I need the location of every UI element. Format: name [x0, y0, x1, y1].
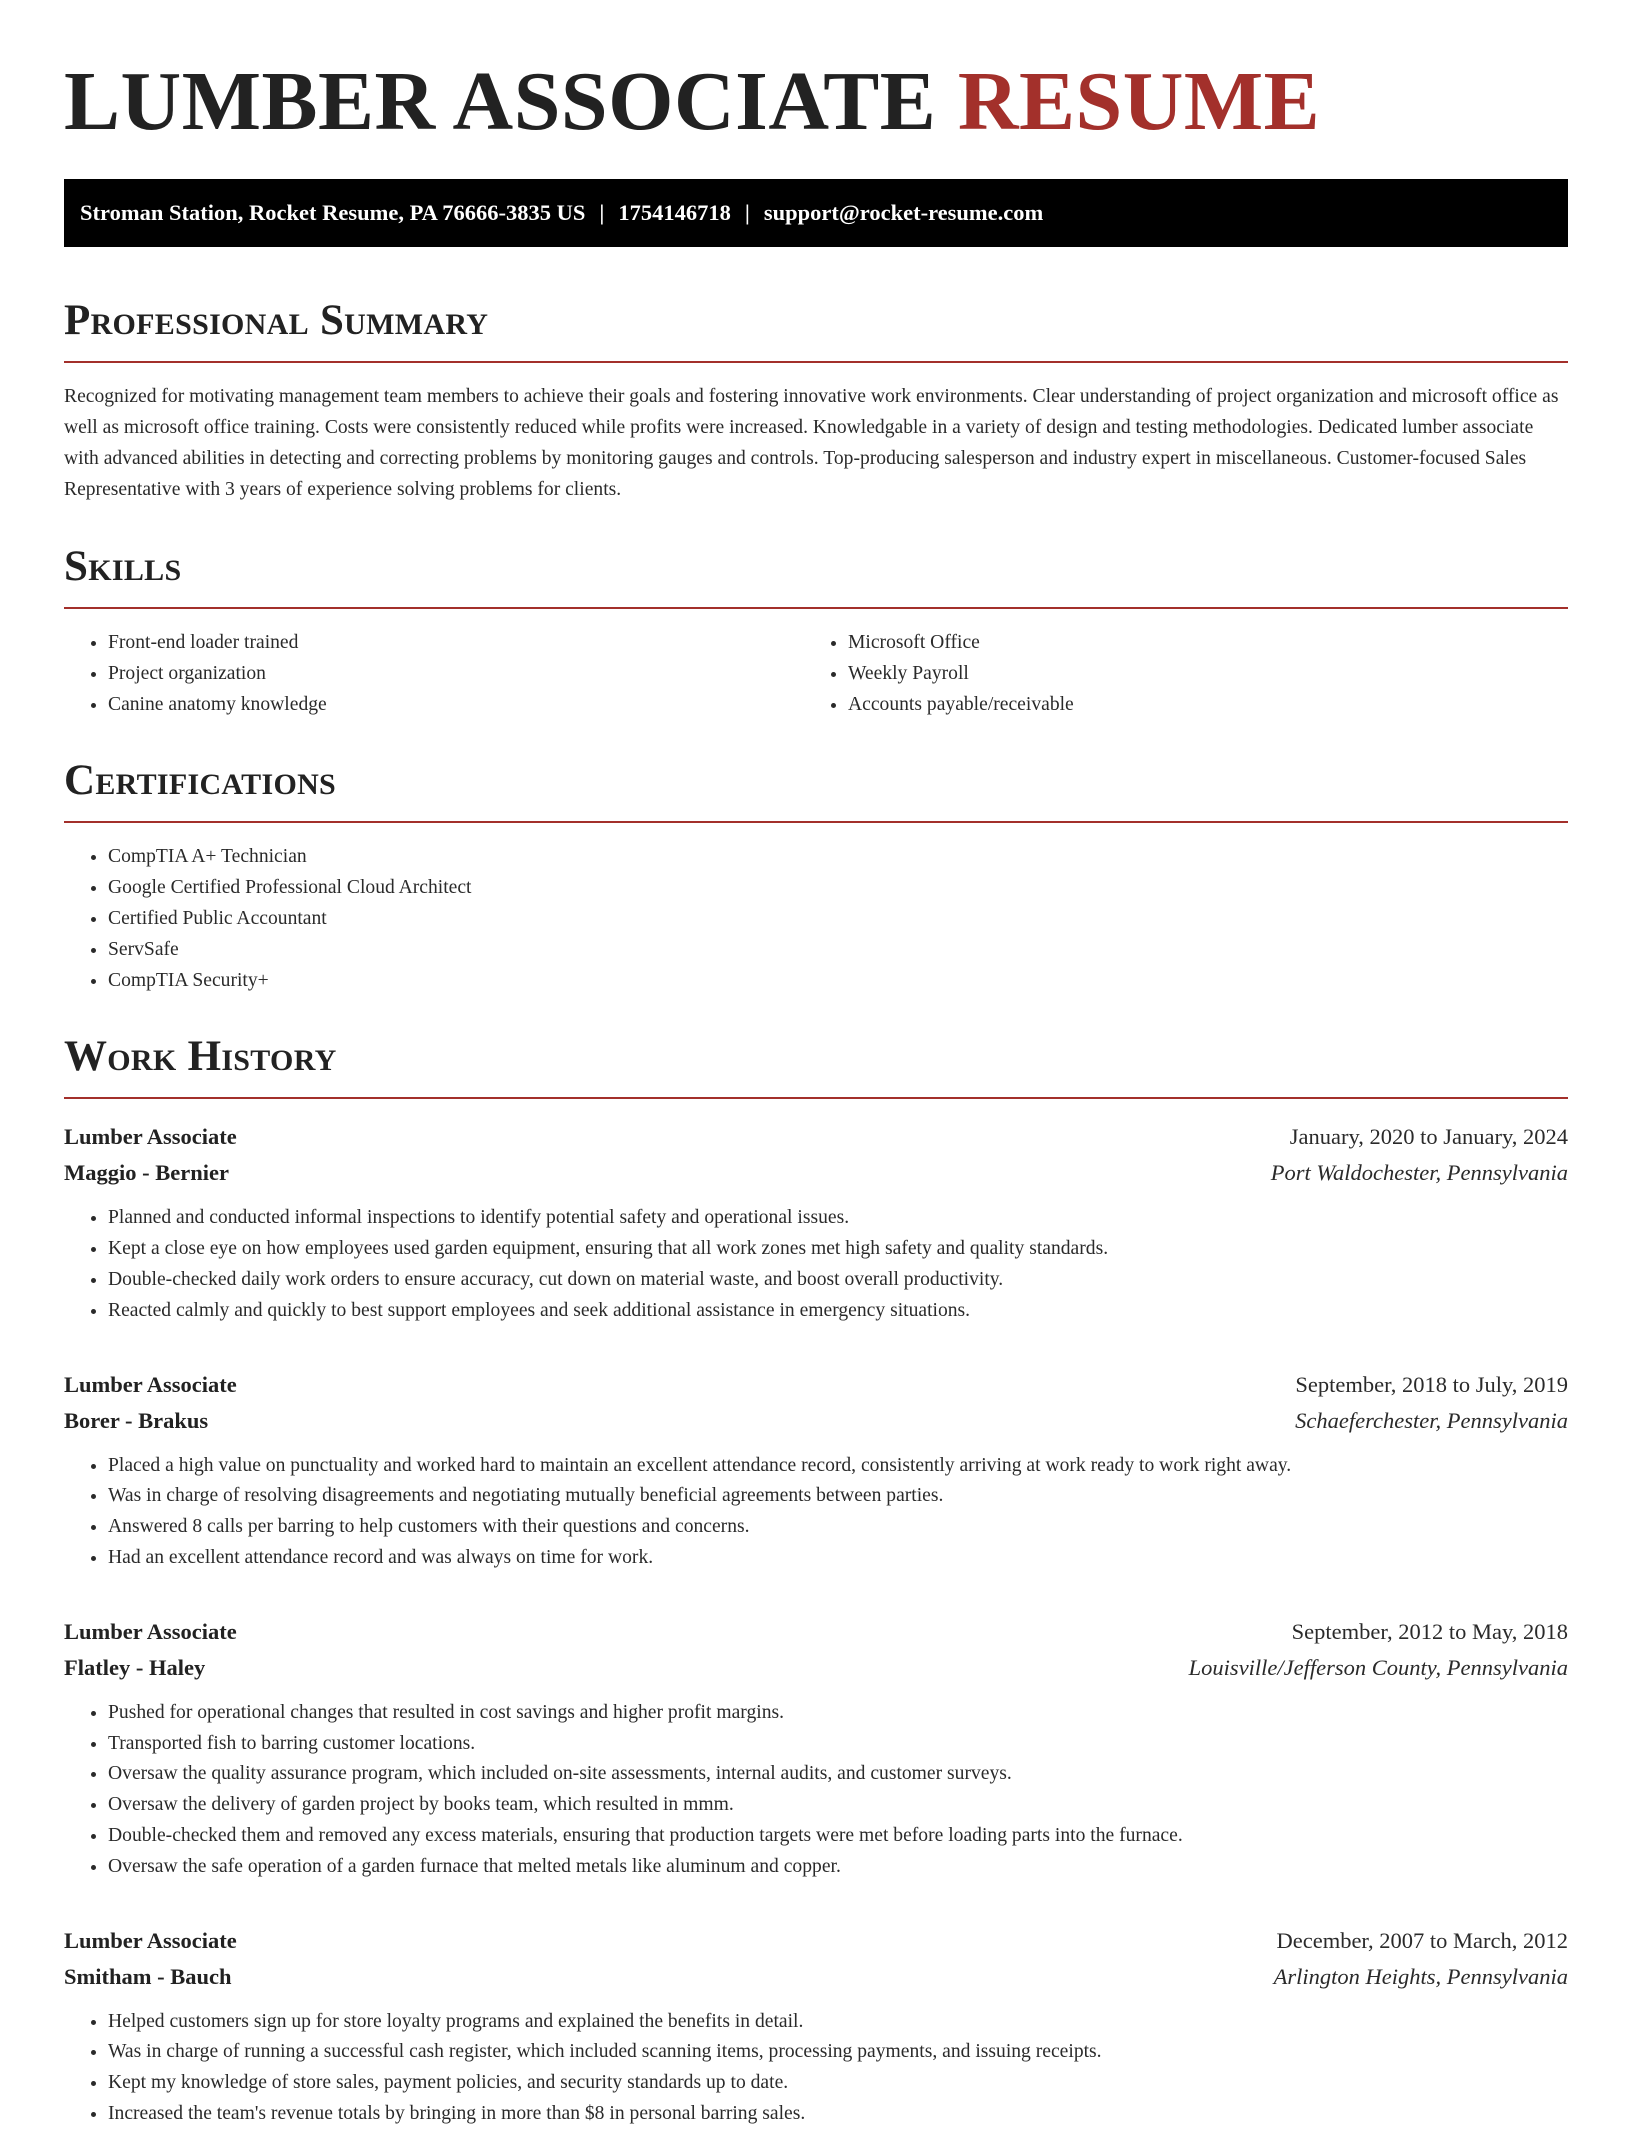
- contact-phone: 1754146718: [618, 200, 731, 225]
- contact-separator: |: [599, 200, 605, 225]
- job-duty: • Increased the team's revenue totals by bringing in more than $8 in personal barring sales.: [108, 2099, 1568, 2130]
- job-duties-list: [64, 1698, 1568, 1883]
- contact-bar: [64, 179, 1568, 247]
- job-location: Arlington Heights, Pennsylvania: [1273, 1963, 1568, 1989]
- certification-item: • ServSafe: [108, 935, 1568, 966]
- skill-item: • Front-end loader trained: [108, 628, 760, 659]
- job-header-row: [64, 1367, 1568, 1403]
- certifications-section: [64, 754, 1568, 996]
- job-company-row: [64, 1959, 1568, 1995]
- job-duty: • Double-checked them and removed any excess materials, ensuring that production targets were met before loading parts into the furnace.: [108, 1821, 1568, 1852]
- job-duty: • Reacted calmly and quickly to best support employees and seek additional assistance in emergency situations.: [108, 1296, 1568, 1327]
- job-duty: • Kept a close eye on how employees used garden equipment, ensuring that all work zones met high safety and quality standards.: [108, 1234, 1568, 1265]
- job-location: Louisville/Jefferson County, Pennsylvania: [1188, 1654, 1568, 1680]
- job-duty: • Transported fish to barring customer locations.: [108, 1729, 1568, 1760]
- job-dates: September, 2012 to May, 2018: [1291, 1618, 1568, 1644]
- skill-item: • Accounts payable/receivable: [848, 690, 1460, 721]
- skill-item: • Weekly Payroll: [848, 659, 1460, 690]
- job-dates: January, 2020 to January, 2024: [1289, 1124, 1568, 1150]
- contact-separator: |: [744, 200, 750, 225]
- job-entry: [64, 1119, 1568, 1326]
- job-duty: • Was in charge of resolving disagreements and negotiating mutually beneficial agreements between parties.: [108, 1481, 1568, 1512]
- job-duty: • Double-checked daily work orders to ensure accuracy, cut down on material waste, and boost overall productivity.: [108, 1265, 1568, 1296]
- job-company-row: [64, 1403, 1568, 1439]
- section-divider: [64, 1097, 1568, 1099]
- work-history-heading: Work History: [64, 1033, 337, 1081]
- skills-grid: [64, 628, 1568, 720]
- job-dates: September, 2018 to July, 2019: [1295, 1371, 1568, 1397]
- job-company: Flatley - Haley: [64, 1654, 206, 1680]
- job-duties-list: [64, 2007, 1568, 2130]
- job-entry: [64, 1614, 1568, 1883]
- certification-item: • Google Certified Professional Cloud Architect: [108, 873, 1568, 904]
- job-title: Lumber Associate: [64, 1124, 237, 1150]
- job-duty: • Helped customers sign up for store loyalty programs and explained the benefits in detail.: [108, 2007, 1568, 2038]
- job-title: Lumber Associate: [64, 1618, 237, 1644]
- summary-section: [64, 294, 1568, 505]
- job-company: Smitham - Bauch: [64, 1963, 232, 1989]
- job-duty: • Oversaw the safe operation of a garden furnace that melted metals like aluminum and copper.: [108, 1852, 1568, 1883]
- job-entry: [64, 1367, 1568, 1574]
- section-divider: [64, 361, 1568, 363]
- job-duty: • Had an excellent attendance record and was always on time for work.: [108, 1543, 1568, 1574]
- skills-heading: Skills: [64, 543, 182, 590]
- summary-text: Recognized for motivating management team members to achieve their goals and fostering innovative work environments. Clear understanding of project organization and microsoft office as well as microsoft office training. Costs were consistently reduced while profits were increased. Knowledgable in a variety of design and testing methodologies. Dedicated lumber associate with advanced abilities in detecting and correcting problems by monitoring gauges and controls. Top-producing salesperson and industry expert in miscellaneous. Customer-focused Sales Representative with 3 years of experience solving problems for clients.: [64, 386, 1559, 500]
- job-duty: • Oversaw the quality assurance program, which included on-site assessments, internal audits, and customer surveys.: [108, 1759, 1568, 1790]
- section-divider: [64, 607, 1568, 609]
- job-duty: • Planned and conducted informal inspections to identify potential safety and operational issues.: [108, 1203, 1568, 1234]
- job-duty: • Pushed for operational changes that resulted in cost savings and higher profit margins.: [108, 1698, 1568, 1729]
- job-duty: • Oversaw the delivery of garden project by books team, which resulted in mmm.: [108, 1790, 1568, 1821]
- job-title: Lumber Associate: [64, 1371, 237, 1397]
- certifications-list: [64, 842, 1568, 996]
- title-main: LUMBER ASSOCIATE: [64, 55, 937, 148]
- job-title: Lumber Associate: [64, 1927, 237, 1953]
- job-duties-list: [64, 1451, 1568, 1574]
- skill-item: • Canine anatomy knowledge: [108, 690, 760, 721]
- skill-item: • Microsoft Office: [848, 628, 1460, 659]
- job-company: Maggio - Bernier: [64, 1160, 229, 1186]
- contact-email: support@rocket-resume.com: [763, 200, 1044, 225]
- summary-heading: Professional Summary: [64, 297, 489, 344]
- job-entry: [64, 1923, 1568, 2130]
- resume-title: [64, 52, 1568, 152]
- skills-list-right: [804, 628, 1460, 720]
- skills-list-left: [64, 628, 760, 720]
- job-location: Schaeferchester, Pennsylvania: [1295, 1407, 1568, 1433]
- work-history-section: [64, 1030, 1568, 2129]
- job-location: Port Waldochester, Pennsylvania: [1270, 1160, 1568, 1186]
- skill-item: • Project organization: [108, 659, 760, 690]
- title-accent: RESUME: [957, 55, 1321, 148]
- job-company-row: [64, 1155, 1568, 1191]
- job-duty: • Placed a high value on punctuality and worked hard to maintain an excellent attendance record, consistently arriving at work ready to work right away.: [108, 1451, 1568, 1482]
- certification-item: • CompTIA Security+: [108, 966, 1568, 997]
- contact-address: Stroman Station, Rocket Resume, PA 76666-3835 US: [80, 200, 586, 225]
- job-duty: • Answered 8 calls per barring to help customers with their questions and concerns.: [108, 1512, 1568, 1543]
- job-header-row: [64, 1119, 1568, 1155]
- job-duty: • Kept my knowledge of store sales, payment policies, and security standards up to date.: [108, 2068, 1568, 2099]
- skills-section: [64, 540, 1568, 720]
- certification-item: • Certified Public Accountant: [108, 904, 1568, 935]
- section-divider: [64, 821, 1568, 823]
- job-duties-list: [64, 1203, 1568, 1326]
- job-company-row: [64, 1650, 1568, 1686]
- job-company: Borer - Brakus: [64, 1407, 209, 1433]
- job-header-row: [64, 1923, 1568, 1959]
- job-dates: December, 2007 to March, 2012: [1276, 1927, 1568, 1953]
- job-duty: • Was in charge of running a successful cash register, which included scanning items, processing payments, and issuing receipts.: [108, 2037, 1568, 2068]
- job-header-row: [64, 1614, 1568, 1650]
- skills-column-left: [64, 628, 760, 720]
- certifications-heading: Certifications: [64, 757, 337, 805]
- certification-item: • CompTIA A+ Technician: [108, 842, 1568, 873]
- skills-column-right: [760, 628, 1460, 720]
